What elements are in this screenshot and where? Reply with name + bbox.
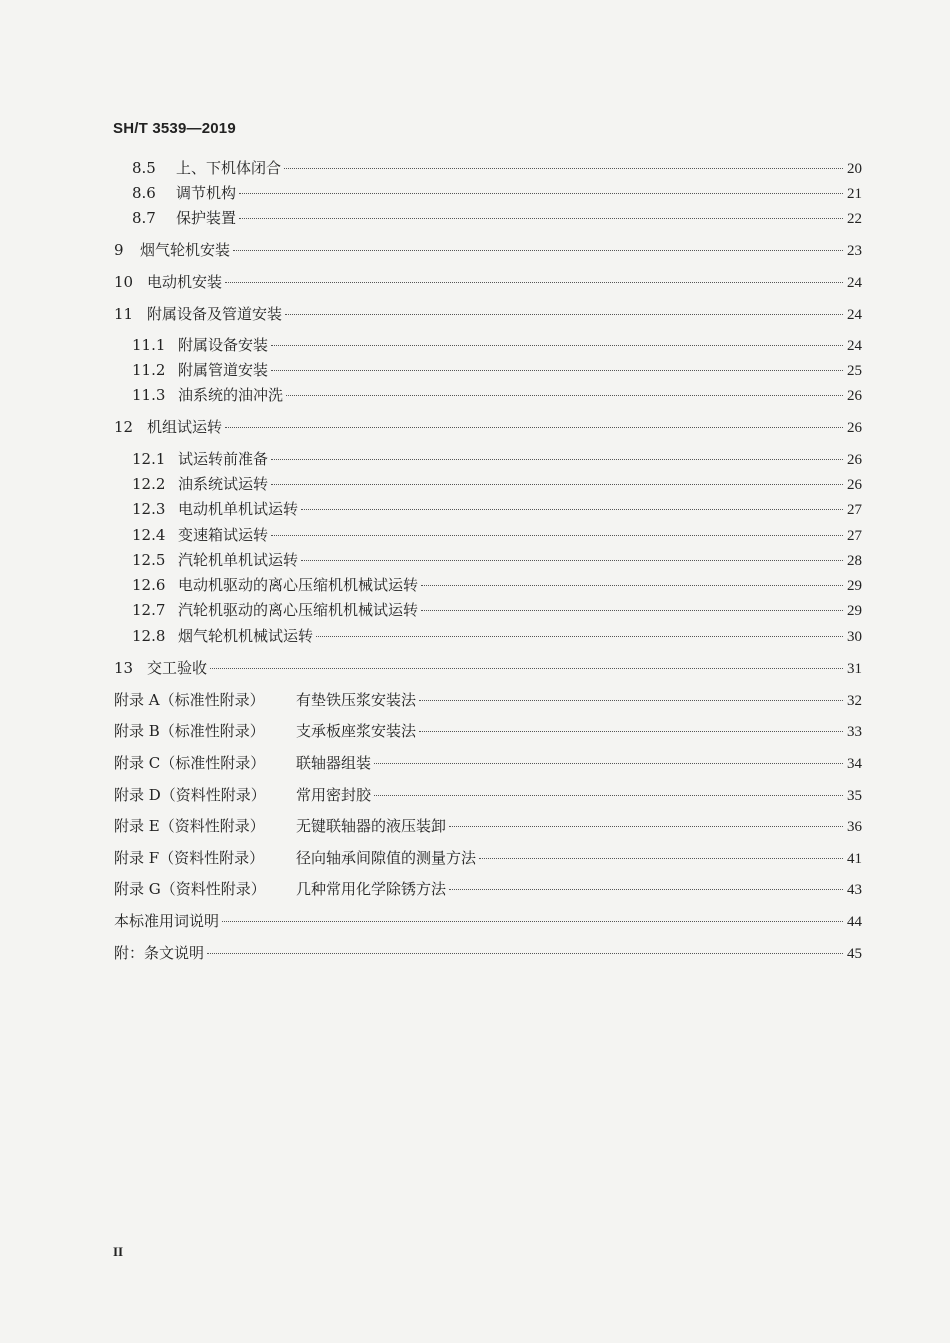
toc-entry-12-3[interactable]	[132, 499, 862, 520]
toc-entry-number: 12.2	[132, 475, 166, 493]
toc-entry-title: 常用密封胶	[296, 786, 372, 804]
toc-entry-page: 21	[847, 186, 862, 202]
dot-leader	[421, 585, 843, 586]
toc-appendix-a[interactable]	[114, 690, 862, 711]
toc-entry-8-5[interactable]	[132, 158, 862, 179]
toc-entry-11-3[interactable]	[132, 385, 862, 406]
appendix-label: 附录 D（资料性附录）	[114, 786, 266, 804]
dot-leader	[449, 889, 843, 890]
toc-entry-number: 13	[114, 659, 134, 677]
toc-entry-page: 32	[847, 693, 862, 709]
appendix-label: 附录 E（资料性附录）	[114, 817, 265, 835]
toc-entry-title: 变速箱试运转	[178, 526, 269, 544]
toc-entry-title: 烟气轮机安装	[140, 241, 231, 259]
toc-entry-page: 36	[847, 819, 862, 835]
toc-entry-page: 28	[847, 553, 862, 569]
toc-entry-page: 26	[847, 388, 862, 404]
dot-leader	[239, 218, 843, 219]
toc-entry-title: 附：条文说明	[114, 944, 205, 962]
dot-leader	[239, 193, 843, 194]
toc-entry-title: 有垫铁压浆安装法	[296, 691, 417, 709]
toc-entry-page: 25	[847, 363, 862, 379]
document-code: SH/T 3539—2019	[113, 120, 236, 137]
toc-entry-number: 12.8	[132, 627, 166, 645]
toc-entry-page: 44	[847, 914, 862, 930]
toc-entry-title: 径向轴承间隙值的测量方法	[296, 849, 477, 867]
dot-leader	[222, 921, 843, 922]
dot-leader	[374, 763, 843, 764]
toc-entry-page: 29	[847, 603, 862, 619]
toc-entry-page: 29	[847, 578, 862, 594]
dot-leader	[207, 953, 843, 954]
toc-entry-page: 24	[847, 338, 862, 354]
toc-entry-number: 8.6	[132, 184, 156, 202]
toc-entry-title: 电动机安装	[147, 273, 223, 291]
toc-entry-number: 12.4	[132, 526, 166, 544]
dot-leader	[285, 314, 843, 315]
toc-usage-explanation[interactable]	[114, 911, 862, 932]
toc-entry-page: 23	[847, 243, 862, 259]
toc-entry-number: 12.3	[132, 500, 166, 518]
toc-entry-title: 上、下机体闭合	[176, 159, 282, 177]
toc-clause-explanation[interactable]	[114, 943, 862, 964]
dot-leader	[233, 250, 843, 251]
dot-leader	[301, 560, 843, 561]
appendix-label: 附录 F（资料性附录）	[114, 849, 265, 867]
toc-entry-8-7[interactable]	[132, 208, 862, 229]
toc-entry-title: 电动机驱动的离心压缩机机械试运转	[178, 576, 419, 594]
toc-entry-page: 45	[847, 946, 862, 962]
toc-entry-number: 12.1	[132, 450, 166, 468]
dot-leader	[271, 535, 843, 536]
toc-entry-page: 24	[847, 275, 862, 291]
toc-entry-11[interactable]	[114, 304, 862, 325]
toc-entry-number: 11	[114, 305, 134, 323]
dot-leader	[225, 282, 843, 283]
toc-entry-page: 27	[847, 528, 862, 544]
toc-entry-page: 30	[847, 629, 862, 645]
toc-entry-page: 31	[847, 661, 862, 677]
toc-entry-title: 汽轮机单机试运转	[178, 551, 299, 569]
toc-entry-title: 保护装置	[176, 209, 237, 227]
toc-entry-number: 10	[114, 273, 134, 291]
toc-entry-12-4[interactable]	[132, 525, 862, 546]
toc-entry-page: 24	[847, 307, 862, 323]
toc-entry-number: 12.7	[132, 601, 166, 619]
toc-entry-12-2[interactable]	[132, 474, 862, 495]
toc-entry-page: 33	[847, 724, 862, 740]
toc-entry-page: 26	[847, 420, 862, 436]
toc-entry-12-1[interactable]	[132, 449, 862, 470]
toc-entry-9[interactable]	[114, 240, 862, 261]
toc-entry-number: 8.7	[132, 209, 156, 227]
toc-appendix-b[interactable]	[114, 721, 862, 742]
toc-entry-page: 20	[847, 161, 862, 177]
toc-entry-12[interactable]	[114, 417, 862, 438]
toc-entry-title: 调节机构	[176, 184, 237, 202]
toc-entry-13[interactable]	[114, 658, 862, 679]
dot-leader	[374, 795, 843, 796]
dot-leader	[286, 395, 843, 396]
toc-entry-number: 11.1	[132, 336, 166, 354]
toc-appendix-g[interactable]	[114, 879, 862, 900]
dot-leader	[284, 168, 843, 169]
dot-leader	[210, 668, 843, 669]
toc-entry-title: 交工验收	[147, 659, 208, 677]
toc-entry-page: 22	[847, 211, 862, 227]
toc-appendix-e[interactable]	[114, 816, 862, 837]
toc-entry-title: 支承板座浆安装法	[296, 722, 417, 740]
toc-entry-title: 附属管道安装	[178, 361, 269, 379]
appendix-label: 附录 B（标准性附录）	[114, 722, 265, 740]
dot-leader	[479, 858, 843, 859]
toc-entry-page: 35	[847, 788, 862, 804]
toc-appendix-f[interactable]	[114, 848, 862, 869]
toc-entry-title: 几种常用化学除锈方法	[296, 880, 447, 898]
toc-entry-title: 无键联轴器的液压装卸	[296, 817, 447, 835]
appendix-label: 附录 G（资料性附录）	[114, 880, 266, 898]
toc-entry-12-5[interactable]	[132, 550, 862, 571]
toc-entry-title: 联轴器组装	[296, 754, 372, 772]
dot-leader	[316, 636, 843, 637]
appendix-label: 附录 C（标准性附录）	[114, 754, 266, 772]
toc-entry-title: 油系统的油冲洗	[178, 386, 284, 404]
dot-leader	[449, 826, 843, 827]
toc-entry-page: 26	[847, 477, 862, 493]
toc-entry-number: 12.6	[132, 576, 166, 594]
toc-entry-page: 34	[847, 756, 862, 772]
toc-entry-title: 烟气轮机机械试运转	[178, 627, 314, 645]
toc-entry-10[interactable]	[114, 272, 862, 293]
dot-leader	[271, 459, 843, 460]
toc-entry-title: 汽轮机驱动的离心压缩机机械试运转	[178, 601, 419, 619]
toc-entry-title: 试运转前准备	[178, 450, 269, 468]
toc-entry-title: 机组试运转	[147, 418, 223, 436]
toc-appendix-c[interactable]	[114, 753, 862, 774]
toc-entry-12-8[interactable]	[132, 626, 862, 647]
toc-entry-page: 27	[847, 502, 862, 518]
toc-entry-title: 电动机单机试运转	[178, 500, 299, 518]
dot-leader	[301, 509, 843, 510]
toc-entry-8-6[interactable]	[132, 183, 862, 204]
toc-entry-number: 9	[114, 241, 124, 259]
dot-leader	[271, 484, 843, 485]
dot-leader	[225, 427, 843, 428]
toc-entry-title: 本标准用词说明	[114, 912, 220, 930]
toc-entry-11-1[interactable]	[132, 335, 862, 356]
toc-entry-title: 附属设备及管道安装	[147, 305, 283, 323]
toc-entry-title: 附属设备安装	[178, 336, 269, 354]
toc-entry-page: 41	[847, 851, 862, 867]
toc-entry-12-6[interactable]	[132, 575, 862, 596]
toc-entry-page: 26	[847, 452, 862, 468]
toc-entry-number: 12	[114, 418, 134, 436]
toc-entry-title: 油系统试运转	[178, 475, 269, 493]
dot-leader	[271, 370, 843, 371]
dot-leader	[419, 700, 843, 701]
page-number: II	[113, 1244, 124, 1259]
toc-entry-11-2[interactable]	[132, 360, 862, 381]
appendix-label: 附录 A（标准性附录）	[114, 691, 265, 709]
toc-entry-number: 11.3	[132, 386, 166, 404]
dot-leader	[421, 610, 843, 611]
toc-entry-number: 12.5	[132, 551, 166, 569]
toc-entry-number: 11.2	[132, 361, 166, 379]
toc-appendix-d[interactable]	[114, 785, 862, 806]
dot-leader	[419, 731, 843, 732]
toc-entry-12-7[interactable]	[132, 600, 862, 621]
toc-entry-number: 8.5	[132, 159, 156, 177]
dot-leader	[271, 345, 843, 346]
toc-entry-page: 43	[847, 882, 862, 898]
